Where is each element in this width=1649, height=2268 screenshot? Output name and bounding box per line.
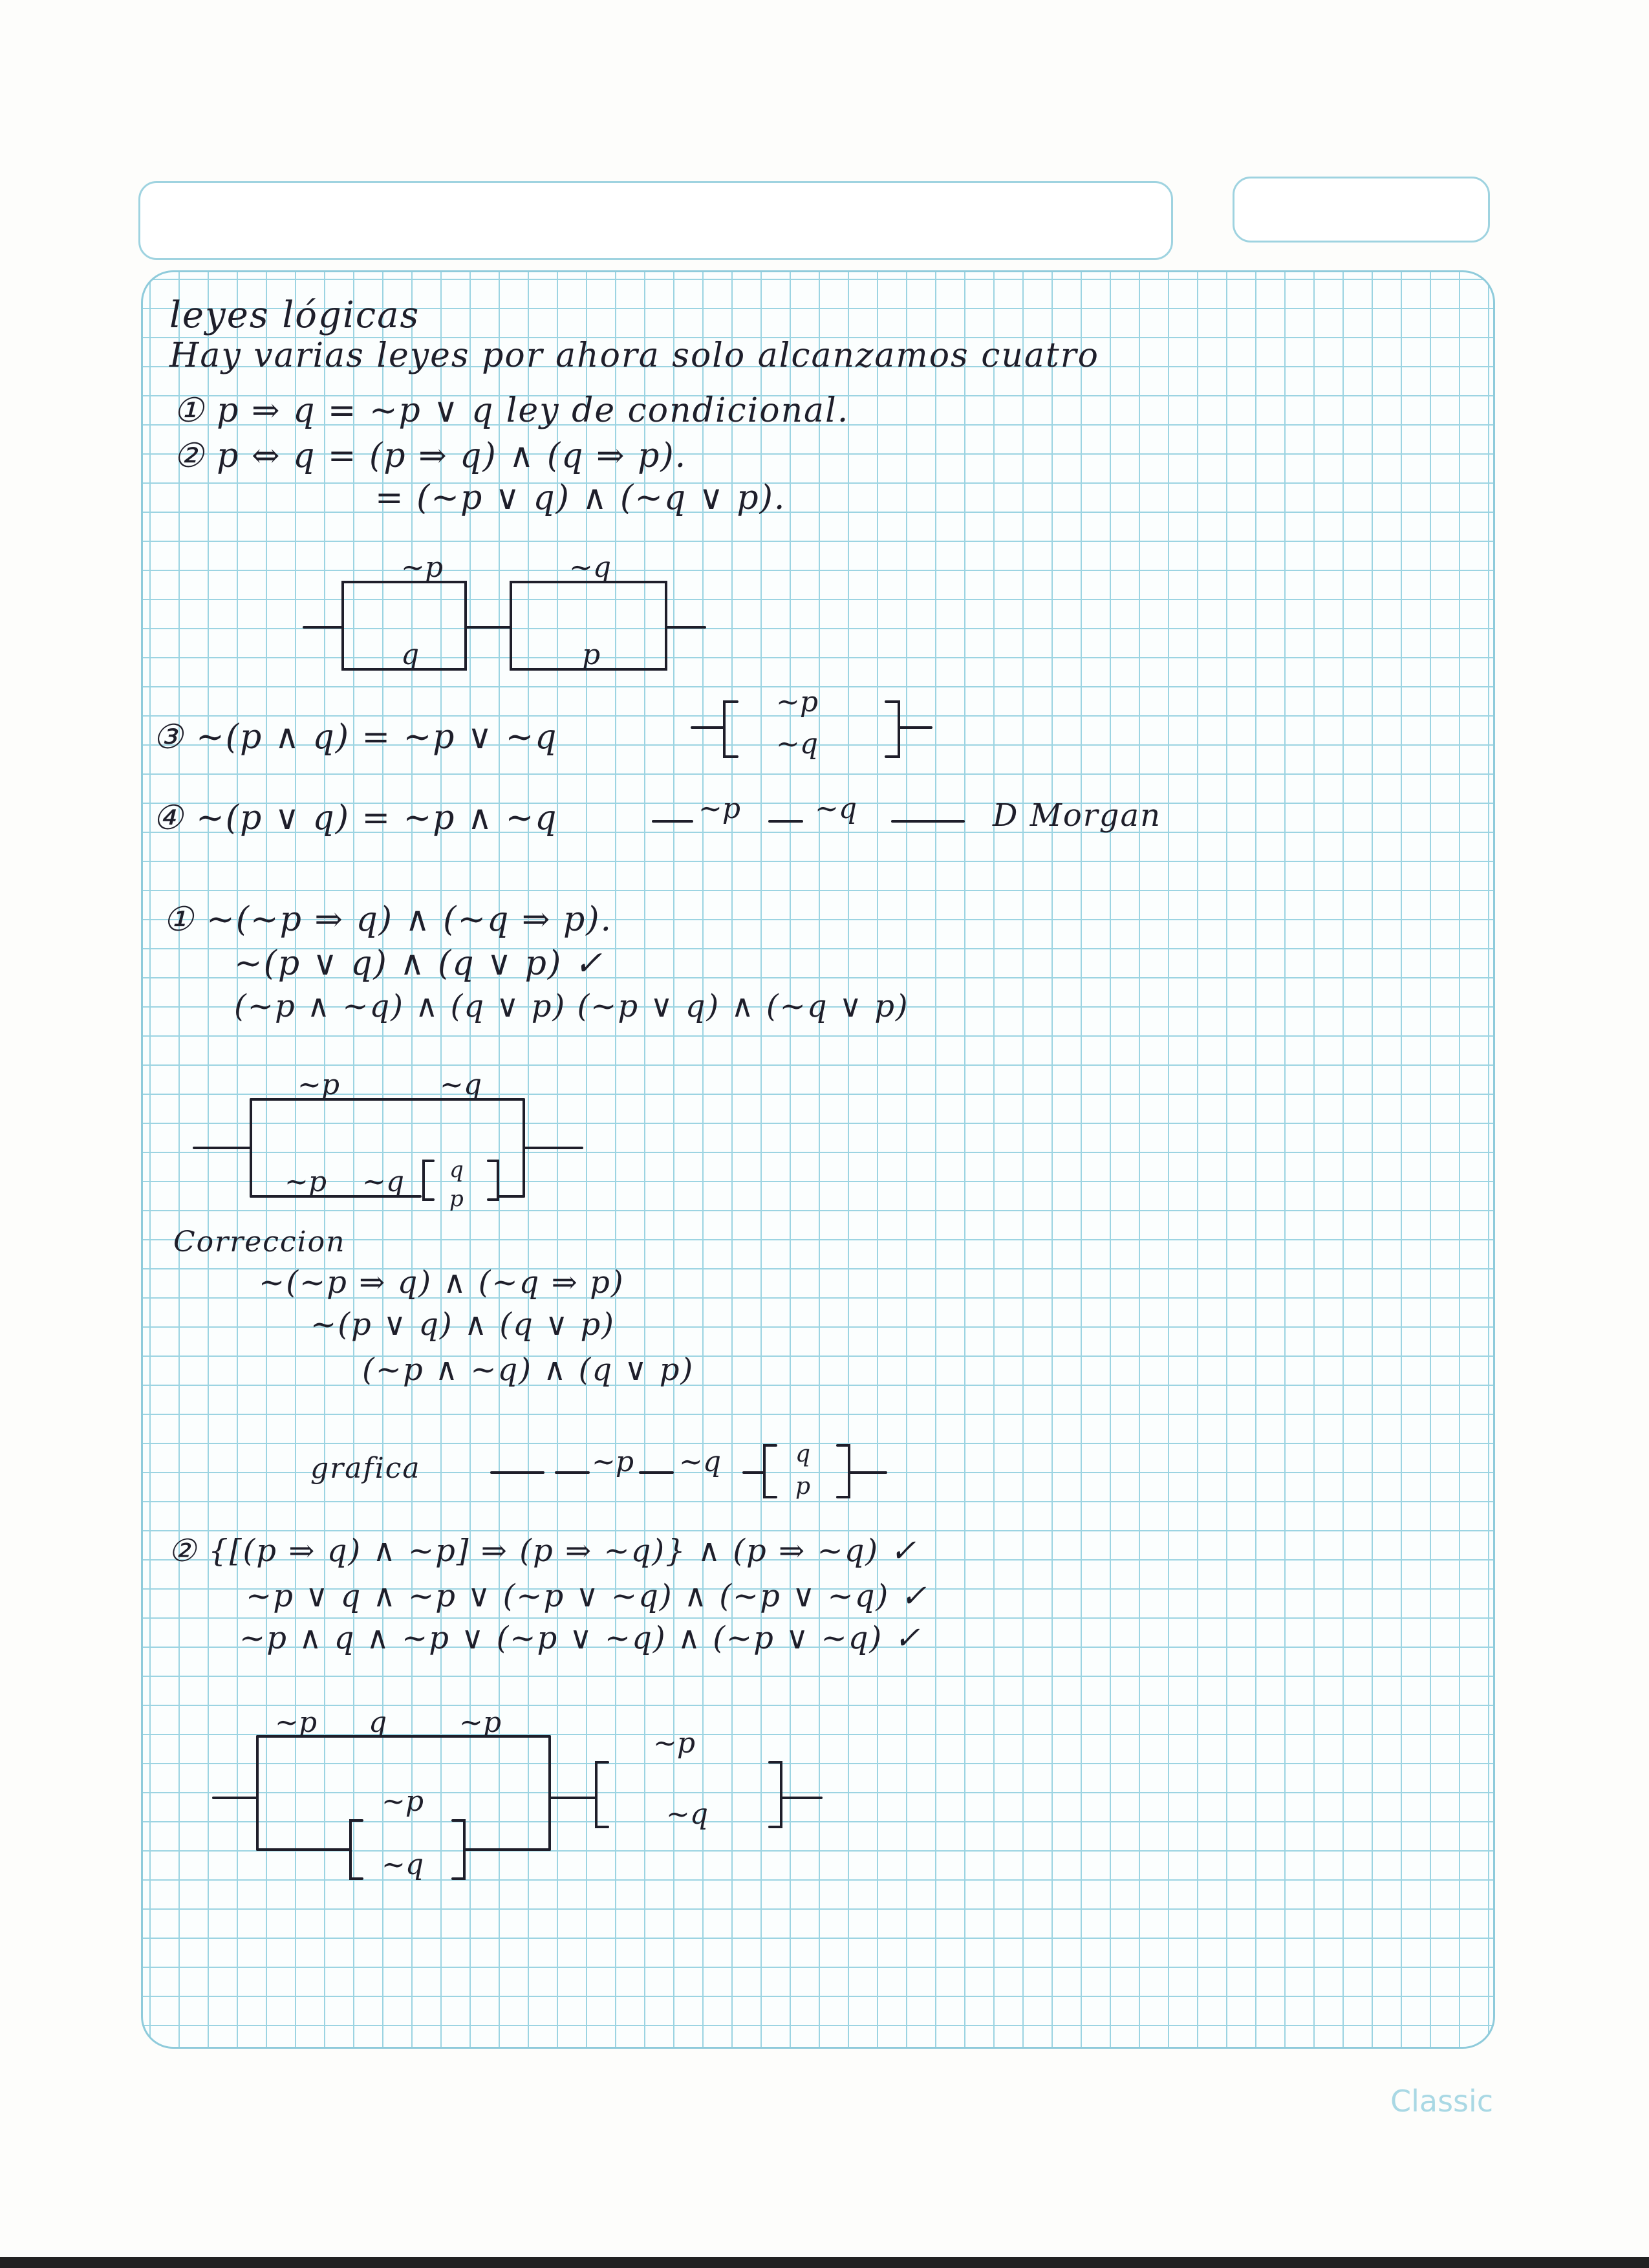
c5-top-b: ~q: [440, 1068, 482, 1101]
notes-title: leyes lógicas: [169, 294, 420, 336]
c7-inner-top: ~p: [382, 1785, 424, 1818]
c5-top-a: ~p: [297, 1068, 340, 1101]
c1-top-right: ~q: [569, 551, 612, 584]
name-box: [138, 181, 1173, 260]
circuit-exercise-2: [213, 1707, 834, 1901]
c5-par-top: q: [449, 1157, 464, 1183]
notes-intro: Hay varias leyes por ahora solo alcanzamos cuatro: [169, 336, 1099, 375]
scan-edge: [0, 2257, 1649, 2268]
correction-1: ~(~p ⇒ q) ∧ (~q ⇒ p): [259, 1264, 625, 1301]
c7-top-a: ~p: [275, 1706, 318, 1739]
c4-b: ~q: [815, 792, 857, 825]
correction-2: ~(p ∨ q) ∧ (q ∨ p): [310, 1306, 615, 1343]
c1-bottom-right: p: [582, 638, 601, 671]
circuit-correction: [485, 1432, 905, 1504]
c3-bottom: ~q: [776, 728, 819, 761]
c7-inner-bot: ~q: [382, 1848, 424, 1881]
law-2a: ② p ⇔ q = (p ⇒ q) ∧ (q ⇒ p).: [173, 437, 687, 475]
c5-bot-b: ~q: [362, 1165, 405, 1198]
date-box: [1233, 177, 1490, 243]
exercise-1b: ~(p ∨ q) ∧ (q ∨ p) ✓: [234, 944, 604, 983]
circuit-law-2: [304, 551, 718, 686]
c7-right-top: ~p: [653, 1727, 696, 1760]
law-1: ① p ⇒ q = ~p ∨ q ley de condicional.: [173, 391, 850, 430]
c1-top-left: ~p: [401, 551, 444, 584]
exercise-2b: ~p ∨ q ∧ ~p ∨ (~p ∨ ~q) ∧ (~p ∨ ~q) ✓: [246, 1578, 928, 1614]
correction-3: (~p ∧ ~q) ∧ (q ∨ p): [362, 1352, 695, 1388]
c6-par-top: q: [795, 1441, 811, 1467]
law-3: ③ ~(p ∧ q) = ~p ∨ ~q: [153, 718, 558, 757]
circuit-law-3: [692, 686, 938, 770]
c7-top-c: ~p: [459, 1706, 502, 1739]
c6-b: ~q: [679, 1445, 722, 1478]
exercise-2a: ② {[(p ⇒ q) ∧ ~p] ⇒ (p ⇒ ~q)} ∧ (p ⇒ ~q) ✓: [168, 1533, 918, 1569]
law-4-note: D Morgan: [993, 797, 1161, 834]
c7-top-b: q: [369, 1706, 387, 1739]
c6-a: ~p: [592, 1445, 634, 1478]
exercise-1a: ① ~(~p ⇒ q) ∧ (~q ⇒ p).: [163, 900, 613, 939]
c5-bot-a: ~p: [285, 1165, 327, 1198]
law-4: ④ ~(p ∨ q) = ~p ∧ ~q: [153, 799, 558, 837]
c6-par-bot: p: [795, 1473, 811, 1500]
grafica-label: grafica: [310, 1452, 421, 1485]
c1-bottom-left: q: [401, 638, 420, 671]
brand-logo: Classic: [1390, 2084, 1494, 2119]
c4-a: ~p: [698, 792, 741, 825]
exercise-2c: ~p ∧ q ∧ ~p ∨ (~p ∨ ~q) ∧ (~p ∨ ~q) ✓: [239, 1620, 921, 1656]
exercise-1c: (~p ∧ ~q) ∧ (q ∨ p) (~p ∨ q) ∧ (~q ∨ p): [234, 988, 909, 1024]
c5-par-bot: p: [449, 1186, 464, 1212]
circuit-law-4: [653, 792, 976, 841]
c3-top: ~p: [776, 686, 819, 718]
correction-label: Correccion: [173, 1226, 346, 1258]
c7-right-bot: ~q: [666, 1798, 709, 1831]
circuit-exercise-1: [194, 1068, 608, 1212]
law-2b: = (~p ∨ q) ∧ (~q ∨ p).: [375, 479, 786, 517]
